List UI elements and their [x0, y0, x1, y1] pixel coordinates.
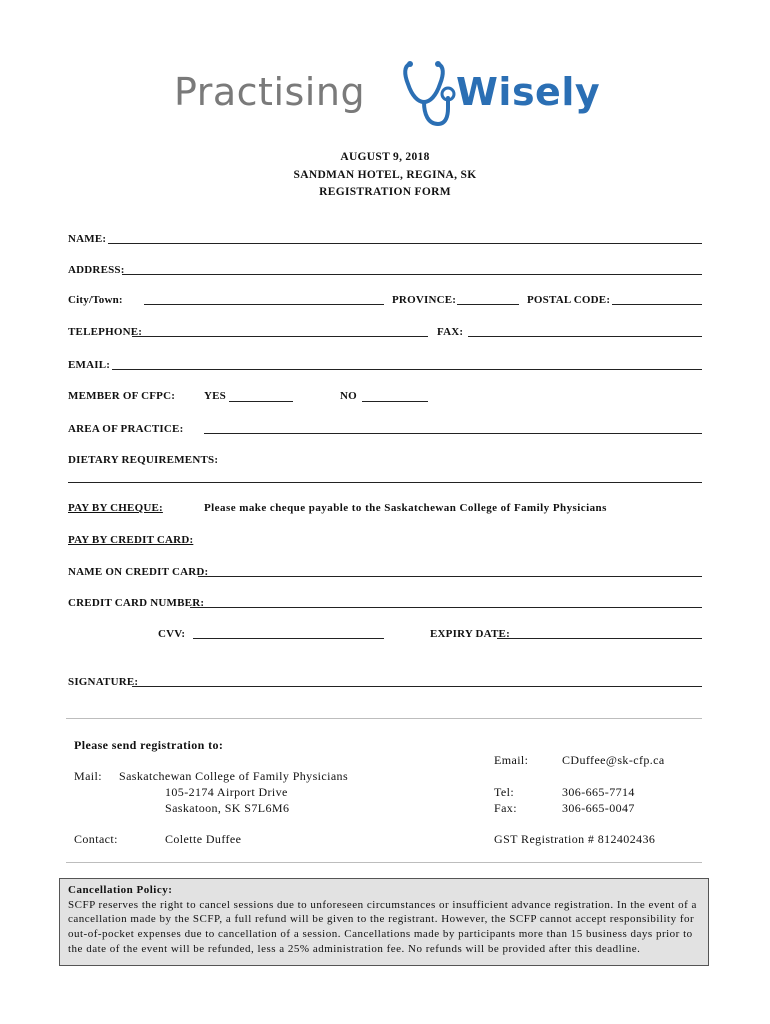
- address-field[interactable]: [122, 274, 702, 275]
- fax-contact-value: 306-665-0047: [562, 801, 635, 815]
- no-field[interactable]: [362, 401, 428, 402]
- email-contact-value[interactable]: CDuffee@sk-cfp.ca: [562, 753, 665, 767]
- province-field[interactable]: [457, 304, 519, 305]
- send-registration-heading: Please send registration to:: [74, 738, 224, 752]
- no-label: NO: [340, 390, 357, 402]
- mail-label: Mail:: [74, 769, 102, 783]
- mail-line-1: Saskatchewan College of Family Physicians: [119, 769, 349, 783]
- address-label: ADDRESS:: [68, 264, 125, 276]
- yes-label: YES: [204, 390, 226, 402]
- expiry-date-label: EXPIRY DATE:: [430, 628, 510, 640]
- stethoscope-icon: [402, 58, 458, 130]
- pay-by-credit-card-label: PAY BY CREDIT CARD:: [68, 534, 194, 546]
- email-field[interactable]: [112, 369, 702, 370]
- fax-field[interactable]: [468, 336, 702, 337]
- mail-line-2: 105-2174 Airport Drive: [165, 785, 288, 799]
- tel-value: 306-665-7714: [562, 785, 635, 799]
- member-cfpc-label: MEMBER OF CFPC:: [68, 390, 176, 402]
- postal-code-label: POSTAL CODE:: [527, 294, 611, 306]
- name-on-card-label: NAME ON CREDIT CARD:: [68, 566, 209, 578]
- signature-field[interactable]: [132, 686, 702, 687]
- telephone-label: TELEPHONE:: [68, 326, 143, 338]
- cancellation-policy-title: Cancellation Policy:: [68, 884, 173, 896]
- contact-value: Colette Duffee: [165, 832, 242, 846]
- form-title: REGISTRATION FORM: [319, 186, 451, 198]
- cancellation-policy-box: [59, 878, 709, 966]
- city-label: City/Town:: [68, 294, 123, 306]
- city-field[interactable]: [144, 304, 384, 305]
- tel-label: Tel:: [494, 785, 515, 799]
- mail-line-3: Saskatoon, SK S7L6M6: [165, 801, 290, 815]
- card-number-field[interactable]: [190, 607, 702, 608]
- area-of-practice-label: AREA OF PRACTICE:: [68, 423, 184, 435]
- name-on-card-field[interactable]: [198, 576, 702, 577]
- fax-contact-label: Fax:: [494, 801, 517, 815]
- province-label: PROVINCE:: [392, 294, 457, 306]
- fax-label: FAX:: [437, 326, 464, 338]
- separator-bottom: [66, 862, 702, 863]
- gst-registration: GST Registration # 812402436: [494, 832, 656, 846]
- cancellation-policy-body: SCFP reserves the right to cancel sessions due to unforeseen circumstances or insufficient advance registration. In the event of a cancellation made by the SCFP, a full refund will be given to the registrant. However, the SCFP cannot accept responsibility for out-of-pocket expenses due to cancellation of a session. Cancellations made by participants more than 15 business days prior to the date of the event will be refunded, less a 25% administration fee. No refunds will be provided after this deadline.: [68, 898, 697, 955]
- contact-label: Contact:: [74, 832, 118, 846]
- logo-word-practising: Practising: [174, 70, 366, 114]
- email-label: EMAIL:: [68, 359, 111, 371]
- separator-top: [66, 718, 702, 719]
- name-field[interactable]: [108, 243, 702, 244]
- pay-by-cheque-label: PAY BY CHEQUE:: [68, 502, 163, 514]
- name-label: NAME:: [68, 233, 107, 245]
- dietary-requirements-field[interactable]: [68, 482, 702, 483]
- area-of-practice-field[interactable]: [204, 433, 702, 434]
- yes-field[interactable]: [229, 401, 293, 402]
- expiry-date-field[interactable]: [497, 638, 702, 639]
- card-number-label: CREDIT CARD NUMBER:: [68, 597, 205, 609]
- telephone-field[interactable]: [132, 336, 428, 337]
- email-contact-label: Email:: [494, 753, 529, 767]
- dietary-requirements-label: DIETARY REQUIREMENTS:: [68, 454, 219, 466]
- cheque-payable-note: Please make cheque payable to the Saskatchewan College of Family Physicians: [204, 502, 607, 514]
- event-venue: SANDMAN HOTEL, REGINA, SK: [293, 169, 477, 181]
- cvv-field[interactable]: [193, 638, 384, 639]
- postal-code-field[interactable]: [612, 304, 702, 305]
- event-date: AUGUST 9, 2018: [340, 151, 430, 163]
- signature-label: SIGNATURE:: [68, 676, 139, 688]
- cvv-label: CVV:: [158, 628, 186, 640]
- logo-word-wisely: Wisely: [456, 70, 601, 114]
